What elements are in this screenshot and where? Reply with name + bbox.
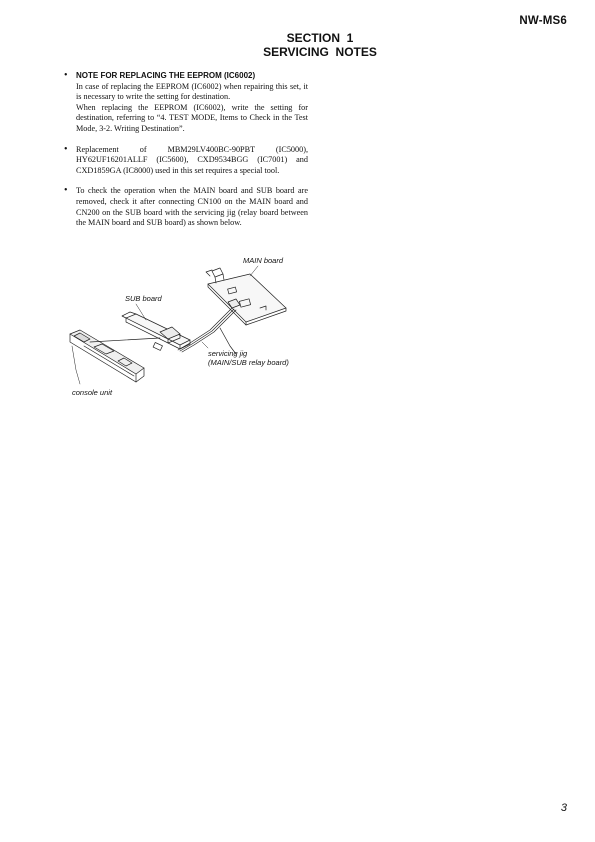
note-eeprom: [64, 71, 308, 135]
console-unit-label: console unit: [72, 388, 113, 397]
servicing-jig-figure: [60, 250, 320, 410]
bullet: •: [64, 185, 68, 197]
model-number: NW-MS6: [519, 15, 567, 27]
sub-board-drawing: [122, 312, 190, 350]
connection-illustration: [60, 250, 320, 410]
servicing-jig-label: servicing jig: [208, 349, 248, 358]
section-title: SERVICING NOTES: [263, 45, 377, 59]
note-servicing-jig: [64, 186, 308, 228]
note-paragraph: Replacement of MBM29LV400BC-90PBT (IC5000), HY62UF16201ALLF (IC5600), CXD9534BGG (IC7001) and CXD1859GA (IC8000) used in this set requires a special tool.: [76, 144, 308, 175]
note-title: NOTE FOR REPLACING THE EEPROM (IC6002): [76, 71, 256, 80]
console-unit-drawing: [70, 330, 160, 382]
main-board-drawing: [206, 268, 286, 325]
note-paragraph: To check the operation when the MAIN board and SUB board are removed, check it after connecting CN100 on the MAIN board and CN200 on the SUB board with the servicing jig (relay board between the MAIN board and SUB board) as shown below.: [76, 186, 308, 228]
section-heading: [150, 31, 490, 59]
sub-board-label: SUB board: [125, 294, 162, 303]
note-paragraph: In case of replacing the EEPROM (IC6002) when repairing this set, it is necessary to write the setting for destination.: [76, 81, 308, 102]
section-number: SECTION 1: [286, 31, 354, 45]
note-paragraph: When replacing the EEPROM (IC6002), write the setting for destination, referring to “4. TEST MODE, Items to Check in the Test Mode, 3-2. Writing Destination”.: [76, 102, 308, 133]
page-number: 3: [560, 802, 567, 814]
servicing-notes-list: [64, 71, 308, 239]
note-special-tool: [64, 145, 308, 177]
bullet: •: [64, 70, 68, 81]
bullet: •: [64, 143, 68, 155]
servicing-jig-sublabel: (MAIN/SUB relay board): [208, 358, 289, 367]
main-board-label: MAIN board: [243, 256, 284, 265]
